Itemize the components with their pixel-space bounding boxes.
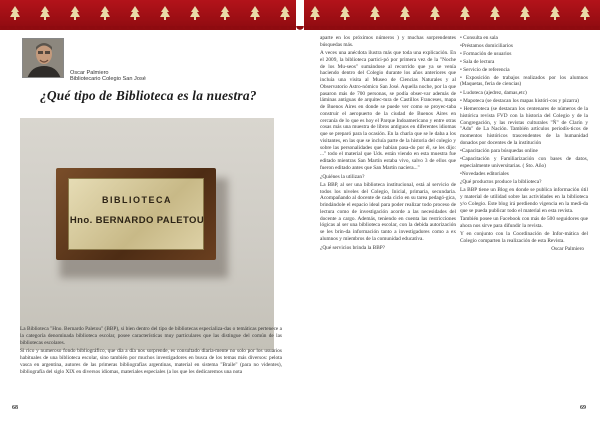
- plaque-line-2: Hno. BERNARDO PALETOU: [69, 215, 205, 226]
- christmas-tree-icon: [459, 5, 471, 21]
- left-page: [0, 30, 296, 424]
- paragraph: Y en conjunto con la Coordinación de Infor-mática del Colegio comparten la realización de esta Revista.: [460, 231, 588, 244]
- paragraph: Si rico y numeroso fondo bibliográfico, que día a día nos sorprende, es consultado diaria-mente no solo por los usuarios habituales de una biblioteca escolar, sino también por muchos investigadores en busca de los temas más diversos: pelota vasca en argentina, autores de las primeras bibliografías argentinas, material en sistema "Braile" (para no videntes), bibliografía del siglo XIX en diversos idiomas, materiales especiales (a los que les dedicaremos una nota: [20, 348, 282, 375]
- service-item: •Préstamos domiciliarios: [460, 42, 513, 49]
- plaque-photo: [20, 118, 274, 350]
- plaque-brass-plate: [68, 178, 204, 250]
- paragraph: También posee un Facebook con más de 500 seguidores que ahora nos sirve para difundir la revista.: [460, 216, 588, 229]
- service-item: • Servicio de referencia: [460, 66, 510, 73]
- author-name: Oscar Palmiero: [70, 70, 109, 76]
- christmas-tree-icon: [189, 5, 201, 21]
- paragraph: La Biblioteca "Hno. Bernardo Paletou" (BBP), si bien dentro del tipo de bibliotecas especializa-das o temáticas pertenece a la categoría denominada biblioteca escolar, posee características muy particulares que las distingue del común de las bibliotecas escolares.: [20, 326, 282, 346]
- christmas-tree-icon: [399, 5, 411, 21]
- middle-column: [320, 35, 456, 253]
- christmas-tree-icon: [249, 5, 261, 21]
- plaque-line-1: BIBLIOTECA: [102, 195, 172, 205]
- christmas-tree-icon: [99, 5, 111, 21]
- author-role: Bibliotecario Colegio San José: [70, 76, 146, 82]
- signature: Oscar Palmiero: [551, 246, 584, 253]
- christmas-tree-icon: [39, 5, 51, 21]
- library-plaque: [56, 168, 216, 260]
- service-item: •Novedades editoriales: [460, 171, 509, 178]
- christmas-tree-icon: [519, 5, 531, 21]
- page-number-right: 69: [580, 405, 586, 411]
- left-body-text: [20, 326, 282, 377]
- christmas-tree-icon: [9, 5, 21, 21]
- service-item: • Ludoteca (ajedrez, damas,etc): [460, 89, 527, 96]
- author-photo: [22, 38, 64, 78]
- service-item: • Hemeroteca (se destacan los centenares de números de la histórica revista FVD con la historia del Colegio y de la Congregación, y las revistas culturales "Ñ" de Clarín y "Adn" de La Nación. También artículos periodís-ticos de momentos históricos trascendentes de la humanidad donados por docentes de la institución: [460, 106, 588, 146]
- article-title: ¿Qué tipo de Biblioteca es la nuestra?: [40, 88, 257, 103]
- christmas-tree-icon: [429, 5, 441, 21]
- christmas-tree-icon: [129, 5, 141, 21]
- author-portrait-icon: [23, 39, 64, 78]
- christmas-tree-icon: [489, 5, 501, 21]
- paragraph: A veces una anécdota ilustra más que toda una explicación. En el 2009, la biblioteca partici-pó por primera vez de la "Noche de los Mu-seos" sumándose al recorrido que ya se venía haciendo dentro del Colegio durante los años anteriores que incluía una visita al Museo de Ciencias Naturales y al Observatorio Astro-nómico San José. Aquella noche, por la que pasaron más de 700 personas, se podía obser-var además de láminas antiguas de arquitec-tura de Castillos Franceses, mapa de Buenos Aires en donde se puede ver como se proyec-taba construir el aeropuerto de la ciudad de Buenos Aires en cercanía de lo que es hoy el Parque Indoamericano y entre otras cosas más una muestra de libros antiguos en diferentes idiomas que se preparó para la ocasión. En la charla que se le daba a los visitantes, en las que se incluía parte de la historia del colegio y sobre las personalidades que habían pasa-do por él, se les dijo: ..." todo el material que Uds. están viendo en esta muestra fue editado mientras San Martín estaba vivo, salvo 3 de ellos que fueron editado antes que San Martín naciera...": [320, 50, 456, 171]
- paragraph: La BBP tiene un Blog en donde se publica información útil y material de utilidad sobre las actividades en la biblioteca y/o Colegio. Este blog irá perdiendo vigencia en la medi-da que se pueda publicar todo el material en esta revista.: [460, 187, 588, 214]
- service-item: • Exposición de trabajos realizados por los alumnos (Maquetas, feria de ciencias): [460, 74, 588, 88]
- christmas-tree-icon: [159, 5, 171, 21]
- service-item: • Mapoteca (se destacan los mapas históri-cos y pizarra): [460, 97, 579, 104]
- christmas-tree-icon: [339, 5, 351, 21]
- service-item: • Formación de usuarios: [460, 50, 512, 57]
- christmas-tree-icon: [579, 5, 591, 21]
- christmas-tree-icon: [279, 5, 291, 21]
- section-question: ¿Qué productos produce la biblioteca?: [460, 179, 542, 186]
- paragraph: La BBP, al ser una biblioteca institucional, está al servicio de todos los niveles del Colegio, Inicial, primaria, secundaria. Acompañando al docente de cada ciclo en su tarea pedagó-gica, brindándole el espacio ideal para poder realizar todo proceso de lectura como de investigación acorde a las necesidades del docente a cargo. Además, teniendo en cuenta las restricciones lógicas al ser una biblioteca escolar, con la debida autorización se les brin-da información tanto a investigadores como a ex alumnos y miembros de la comunidad educativa.: [320, 181, 456, 242]
- service-item: •Capacitación y Familiarización con bases de datos, especialmente universitarias. ( Sto. Año): [460, 156, 588, 169]
- section-question: ¿Quiénes la utilizan?: [320, 173, 365, 180]
- christmas-tree-icon: [69, 5, 81, 21]
- christmas-tree-icon: [219, 5, 231, 21]
- christmas-tree-icon: [369, 5, 381, 21]
- paragraph: aparte en los próximos números ) y muchas sorprendentes búsquedas más.: [320, 35, 456, 48]
- service-item: • Consulta en sala: [460, 35, 498, 41]
- section-question: ¿Qué servicios brinda la BBP?: [320, 244, 386, 251]
- christmas-tree-icon: [309, 5, 321, 21]
- christmas-tree-icon: [549, 5, 561, 21]
- service-item: •Capacitación para búsquedas online: [460, 148, 538, 155]
- right-column: [460, 35, 588, 253]
- right-page: [304, 30, 600, 424]
- page-number-left: 68: [12, 405, 18, 411]
- service-item: • Sala de lectura: [460, 58, 495, 65]
